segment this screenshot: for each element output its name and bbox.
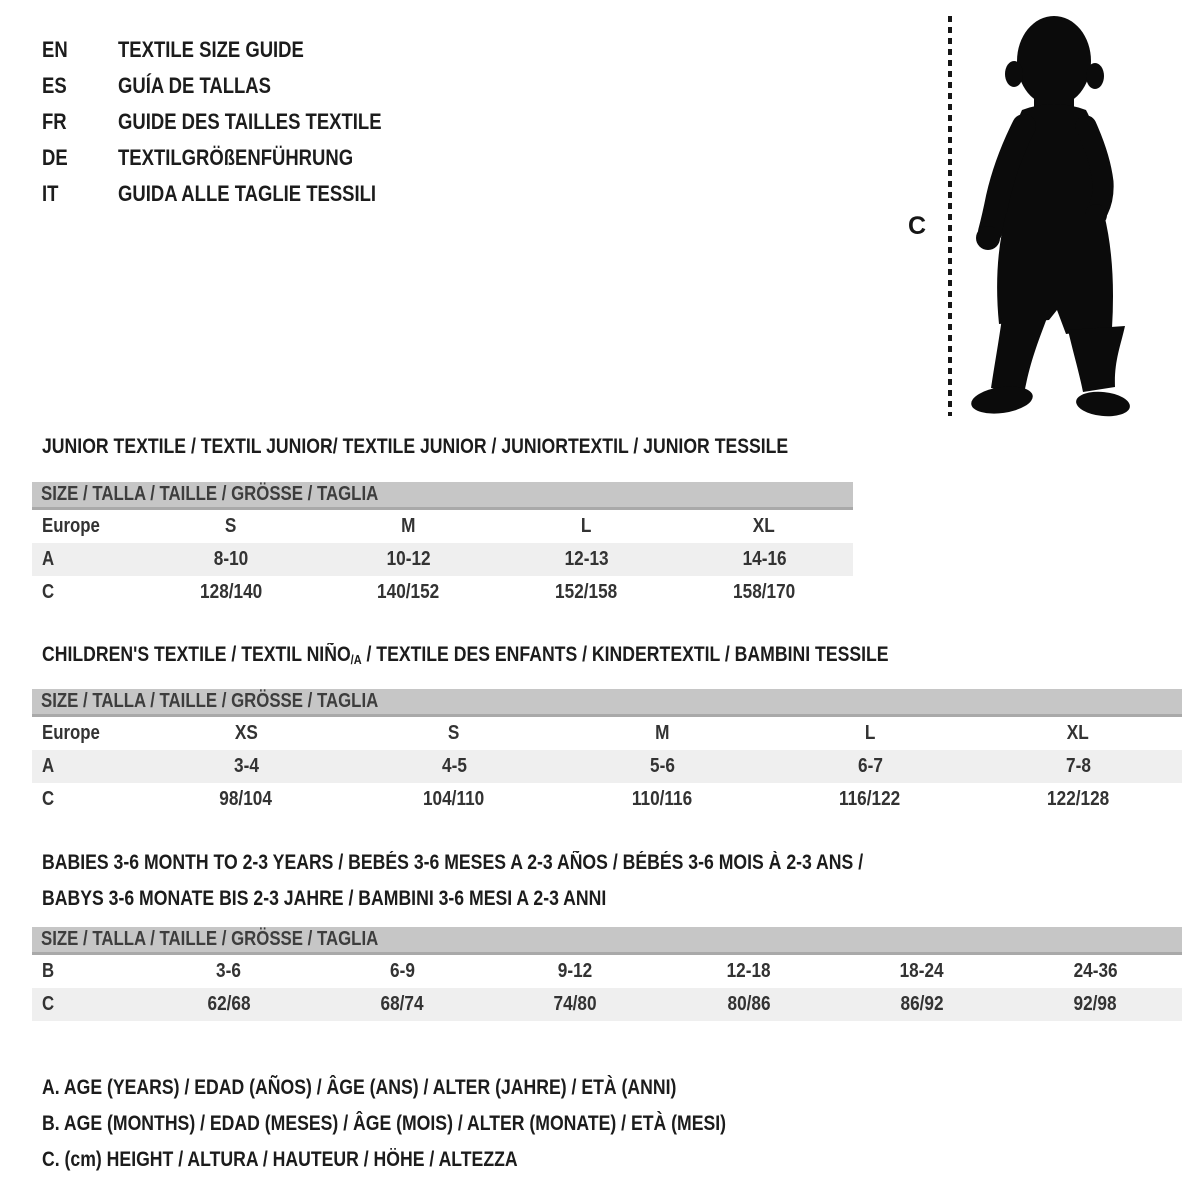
cell-text: 3-4 xyxy=(233,755,259,777)
cell-text: 4-5 xyxy=(441,755,467,777)
age-cell xyxy=(974,750,1182,783)
cell-text: C xyxy=(42,993,55,1015)
cell-text: M xyxy=(401,515,416,537)
age-cell xyxy=(350,750,558,783)
babies-heading-line1: BABIES 3-6 MONTH TO 2-3 YEARS / BEBÉS 3-6 MESES A 2-3 AÑOS / BÉBÉS 3-6 MOIS À 2-3 ANS / xyxy=(42,851,864,874)
cell-text: 14-16 xyxy=(742,548,787,570)
table-row xyxy=(32,717,1182,750)
size-cell xyxy=(320,510,498,543)
row-label-cell xyxy=(32,543,142,576)
babies-size-table xyxy=(32,955,1182,1021)
junior-size-table xyxy=(32,510,853,609)
age-months-cell xyxy=(489,955,662,988)
legend xyxy=(42,1070,856,1178)
legend-line-c-text: C. (cm) HEIGHT / ALTURA / HAUTEUR / HÖHE / ALTEZZA xyxy=(42,1148,518,1171)
size-cell xyxy=(142,510,320,543)
age-months-cell xyxy=(315,955,488,988)
lang-row-it xyxy=(42,176,432,212)
height-cell xyxy=(142,988,315,1021)
lang-row-de xyxy=(42,140,432,176)
cell-text: 18-24 xyxy=(899,960,944,982)
cell-text: 140/152 xyxy=(377,581,440,603)
lang-title-es: GUÍA DE TALLAS xyxy=(118,73,271,98)
height-cell xyxy=(489,988,662,1021)
cell-text: Europe xyxy=(42,722,100,744)
lang-title-fr: GUIDE DES TAILLES TEXTILE xyxy=(118,109,382,134)
height-cell xyxy=(350,783,558,816)
babies-heading-line2: BABYS 3-6 MONATE BIS 2-3 JAHRE / BAMBINI 3-6 MESI A 2-3 ANNI xyxy=(42,887,607,910)
age-cell xyxy=(675,543,853,576)
language-title-list xyxy=(42,32,432,212)
row-label-cell xyxy=(32,750,142,783)
cell-text: 3-6 xyxy=(216,960,242,982)
cell-text: XL xyxy=(753,515,776,537)
height-cell xyxy=(766,783,974,816)
cell-text: 62/68 xyxy=(207,993,251,1015)
babies-section-heading xyxy=(42,845,1020,917)
size-cell xyxy=(558,717,766,750)
size-cell xyxy=(766,717,974,750)
row-label-cell xyxy=(32,955,142,988)
cell-text: 122/128 xyxy=(1046,788,1110,810)
height-cell xyxy=(142,576,320,609)
row-label-cell xyxy=(32,510,142,543)
table-row xyxy=(32,543,853,576)
junior-section-heading xyxy=(42,434,930,459)
age-months-cell xyxy=(835,955,1008,988)
lang-title-en: TEXTILE SIZE GUIDE xyxy=(118,37,304,62)
row-label-cell xyxy=(32,576,142,609)
cell-text: 104/110 xyxy=(423,788,485,810)
cell-text: 68/74 xyxy=(380,993,424,1015)
cell-text: 86/92 xyxy=(900,993,944,1015)
lang-row-es xyxy=(42,68,432,104)
age-cell xyxy=(142,750,350,783)
lang-code-de: DE xyxy=(42,145,68,170)
cell-text: 6-7 xyxy=(857,755,883,777)
junior-size-header-text: SIZE / TALLA / TAILLE / GRÖSSE / TAGLIA xyxy=(41,483,379,505)
junior-size-header-bar xyxy=(32,482,853,510)
children-size-header-text: SIZE / TALLA / TAILLE / GRÖSSE / TAGLIA xyxy=(41,690,379,712)
row-label-cell xyxy=(32,717,142,750)
height-measure-label: C xyxy=(908,212,927,240)
children-heading-post: / TEXTILE DES ENFANTS / KINDERTEXTIL / BAMBINI TESSILE xyxy=(361,643,889,666)
age-cell xyxy=(498,543,676,576)
lang-code-it: IT xyxy=(42,181,59,206)
size-cell xyxy=(350,717,558,750)
legend-line-a-text: A. AGE (YEARS) / EDAD (AÑOS) / ÂGE (ANS) / ALTER (JAHRE) / ETÀ (ANNI) xyxy=(42,1076,677,1099)
cell-text: M xyxy=(654,722,670,744)
table-row xyxy=(32,576,853,609)
cell-text: 9-12 xyxy=(558,960,593,982)
cell-text: 12-18 xyxy=(726,960,771,982)
cell-text: 24-36 xyxy=(1073,960,1118,982)
height-cell xyxy=(558,783,766,816)
height-cell xyxy=(315,988,488,1021)
cell-text: A xyxy=(42,755,55,777)
cell-text: C xyxy=(42,788,55,810)
age-months-cell xyxy=(662,955,835,988)
lang-code-es: ES xyxy=(42,73,67,98)
children-heading-pre: CHILDREN'S TEXTILE / TEXTIL NIÑO xyxy=(42,643,351,666)
cell-text: 98/104 xyxy=(219,788,273,810)
height-measure-dashed-line xyxy=(948,16,952,416)
height-cell xyxy=(142,783,350,816)
age-months-cell xyxy=(142,955,315,988)
age-cell xyxy=(558,750,766,783)
size-cell xyxy=(142,717,350,750)
size-cell xyxy=(675,510,853,543)
cell-text: 110/116 xyxy=(631,788,693,810)
row-label-cell xyxy=(32,988,142,1021)
lang-title-it: GUIDA ALLE TAGLIE TESSILI xyxy=(118,181,377,206)
table-row xyxy=(32,783,1182,816)
cell-text: 80/86 xyxy=(727,993,771,1015)
age-cell xyxy=(320,543,498,576)
lang-row-en xyxy=(42,32,432,68)
size-cell xyxy=(974,717,1182,750)
children-section-heading xyxy=(42,642,1050,669)
cell-text: 158/170 xyxy=(733,581,796,603)
cell-text: 74/80 xyxy=(553,993,597,1015)
cell-text: L xyxy=(864,722,876,744)
cell-text: Europe xyxy=(42,515,100,537)
lang-row-fr xyxy=(42,104,432,140)
height-cell xyxy=(675,576,853,609)
cell-text: 10-12 xyxy=(386,548,431,570)
babies-size-header-bar xyxy=(32,927,1182,955)
cell-text: 7-8 xyxy=(1065,755,1091,777)
height-cell xyxy=(835,988,1008,1021)
children-size-table xyxy=(32,717,1182,816)
cell-text: B xyxy=(42,960,55,982)
cell-text: 92/98 xyxy=(1073,993,1117,1015)
age-cell xyxy=(142,543,320,576)
table-row xyxy=(32,510,853,543)
height-cell xyxy=(320,576,498,609)
cell-text: L xyxy=(581,515,592,537)
height-cell xyxy=(974,783,1182,816)
size-cell xyxy=(498,510,676,543)
junior-section-heading-text: JUNIOR TEXTILE / TEXTIL JUNIOR/ TEXTILE JUNIOR / JUNIORTEXTIL / JUNIOR TESSILE xyxy=(42,435,789,458)
legend-line-c xyxy=(42,1142,856,1178)
row-label-cell xyxy=(32,783,142,816)
cell-text: 5-6 xyxy=(649,755,675,777)
cell-text: 8-10 xyxy=(213,548,249,570)
toddler-silhouette-icon xyxy=(962,12,1144,420)
age-cell xyxy=(766,750,974,783)
cell-text: S xyxy=(448,722,460,744)
cell-text: 116/122 xyxy=(839,788,901,810)
children-section-heading-text xyxy=(42,642,889,669)
height-cell xyxy=(662,988,835,1021)
cell-text: XS xyxy=(234,722,258,744)
babies-size-header-text: SIZE / TALLA / TAILLE / GRÖSSE / TAGLIA xyxy=(41,928,379,950)
cell-text: 128/140 xyxy=(199,581,262,603)
height-cell xyxy=(1009,988,1182,1021)
cell-text: 6-9 xyxy=(389,960,415,982)
legend-line-b xyxy=(42,1106,856,1142)
table-row xyxy=(32,750,1182,783)
lang-code-en: EN xyxy=(42,37,68,62)
children-heading-subscript: /A xyxy=(350,652,362,667)
cell-text: 12-13 xyxy=(564,548,609,570)
legend-line-b-text: B. AGE (MONTHS) / EDAD (MESES) / ÂGE (MOIS) / ALTER (MONATE) / ETÀ (MESI) xyxy=(42,1112,727,1135)
cell-text: A xyxy=(42,548,55,570)
height-cell xyxy=(498,576,676,609)
legend-line-a xyxy=(42,1070,856,1106)
cell-text: 152/158 xyxy=(555,581,618,603)
lang-code-fr: FR xyxy=(42,109,67,134)
age-months-cell xyxy=(1009,955,1182,988)
cell-text: C xyxy=(42,581,55,603)
table-row xyxy=(32,988,1182,1021)
cell-text: S xyxy=(225,515,237,537)
lang-title-de: TEXTILGRÖßENFÜHRUNG xyxy=(118,145,354,170)
cell-text: XL xyxy=(1067,722,1089,744)
table-row xyxy=(32,955,1182,988)
children-size-header-bar xyxy=(32,689,1182,717)
